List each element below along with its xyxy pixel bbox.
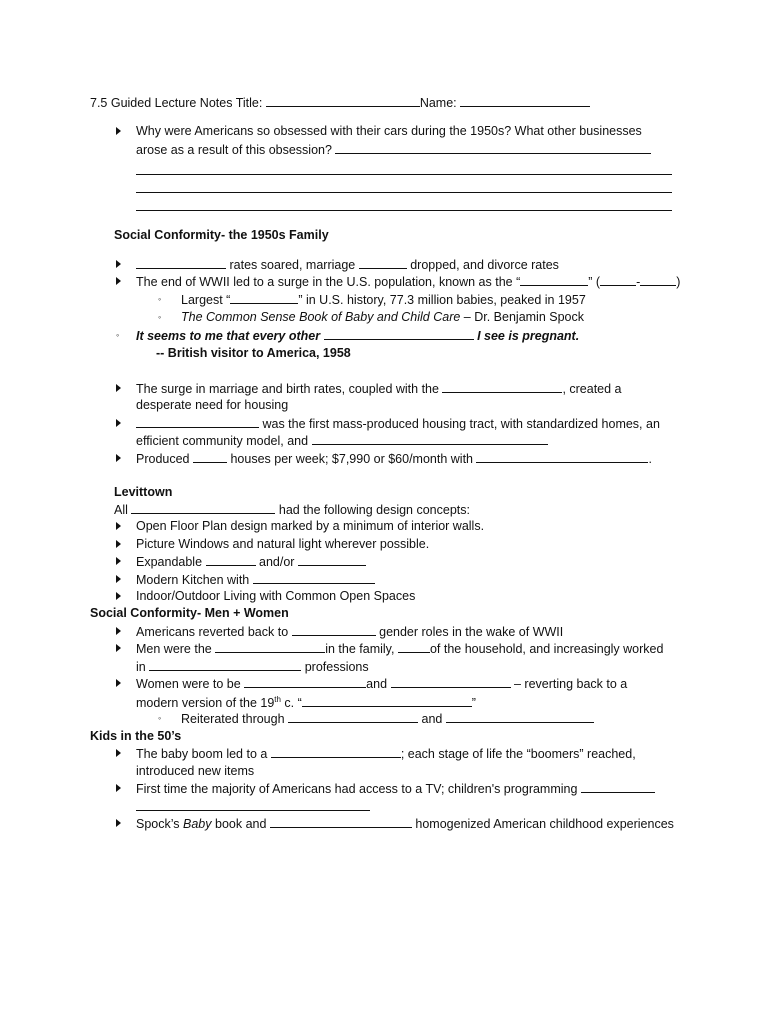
- text: gender roles in the wake of WWII: [379, 625, 564, 639]
- header-line: [90, 94, 590, 111]
- text: was the first mass-produced housing tract, with standardized homes, an: [262, 417, 660, 431]
- blank[interactable]: [391, 675, 511, 688]
- title-label: 7.5 Guided Lecture Notes Title:: [90, 96, 263, 110]
- triangle-bullet-icon: [116, 260, 121, 268]
- family-sub-1: [181, 291, 586, 308]
- blank[interactable]: [359, 256, 407, 269]
- q1-line1: Why were Americans so obsessed with their cars during the 1950s? What other businesses: [136, 124, 642, 138]
- text: and/or: [259, 555, 295, 569]
- blank[interactable]: [324, 327, 474, 340]
- blank[interactable]: [149, 658, 301, 671]
- mw-sub-1: [181, 710, 594, 727]
- text: , created a: [562, 382, 622, 396]
- family-bullet-4: [136, 415, 660, 432]
- triangle-bullet-icon: [116, 592, 121, 600]
- blank[interactable]: [136, 415, 259, 428]
- text: c. “: [280, 696, 302, 711]
- blank[interactable]: [270, 815, 412, 828]
- family-bullet-4b: [136, 432, 548, 449]
- blank[interactable]: [288, 710, 418, 723]
- text: ” (: [588, 275, 601, 289]
- text: Americans reverted back to: [136, 625, 289, 639]
- answer-line[interactable]: [136, 210, 672, 211]
- triangle-bullet-icon: [116, 454, 121, 462]
- triangle-bullet-icon: [116, 627, 121, 635]
- family-bullet-1: [136, 256, 559, 273]
- text: in the family,: [325, 642, 395, 656]
- levittown-intro: [114, 501, 470, 518]
- text: I see is pregnant.: [477, 329, 580, 343]
- text: All: [114, 503, 128, 517]
- triangle-bullet-icon: [116, 784, 121, 792]
- family-bullet-2: [136, 273, 680, 290]
- triangle-bullet-icon: [116, 540, 121, 548]
- family-bullet-5: [136, 450, 652, 467]
- mw-bullet-2b: [136, 658, 369, 675]
- text: .: [648, 452, 652, 466]
- blank[interactable]: [442, 380, 562, 393]
- blank[interactable]: [476, 450, 648, 463]
- q1-line2: [136, 141, 651, 158]
- section-heading-kids: Kids in the 50’s: [90, 729, 182, 743]
- text: First time the majority of Americans had access to a TV; children's programming: [136, 782, 578, 796]
- mw-bullet-3: [136, 675, 627, 692]
- text: The end of WWII led to a surge in the U.S. population, known as the “: [136, 275, 521, 289]
- text: Reiterated through: [181, 712, 285, 726]
- blank[interactable]: [215, 640, 325, 653]
- blank[interactable]: [193, 450, 227, 463]
- family-bullet-3: [136, 380, 622, 397]
- blank[interactable]: [520, 273, 588, 286]
- text: ” in U.S. history, 77.3 million babies, peaked in 1957: [298, 293, 586, 307]
- kids-bullet-2: [136, 780, 655, 797]
- q1-line2-text: arose as a result of this obsession?: [136, 143, 332, 157]
- blank[interactable]: [302, 694, 472, 707]
- levittown-item-5: Indoor/Outdoor Living with Common Open Spaces: [136, 589, 416, 603]
- text: Modern Kitchen with: [136, 573, 250, 587]
- levittown-item-1: Open Floor Plan design marked by a minimum of interior walls.: [136, 519, 485, 533]
- text: Women were to be: [136, 677, 241, 691]
- text: – Dr. Benjamin Spock: [460, 310, 584, 324]
- section-heading-family: Social Conformity- the 1950s Family: [114, 228, 329, 242]
- blank[interactable]: [600, 273, 636, 286]
- text: Largest “: [181, 293, 231, 307]
- blank[interactable]: [581, 780, 655, 793]
- blank[interactable]: [230, 291, 298, 304]
- levittown-item-4: [136, 571, 375, 588]
- blank[interactable]: [292, 623, 376, 636]
- text: Spock’s: [136, 817, 184, 831]
- section-heading-levittown: Levittown: [114, 485, 173, 499]
- kids-bullet-3: [136, 815, 674, 832]
- text: The baby boom led to a: [136, 747, 268, 761]
- answer-line[interactable]: [136, 810, 370, 811]
- name-blank[interactable]: [460, 94, 590, 107]
- triangle-bullet-icon: [116, 749, 121, 757]
- text: had the following design concepts:: [278, 503, 470, 517]
- text: Produced: [136, 452, 190, 466]
- levittown-item-3: [136, 553, 366, 570]
- triangle-bullet-icon: [116, 644, 121, 652]
- triangle-bullet-icon: [116, 679, 121, 687]
- text: dropped, and divorce rates: [410, 258, 559, 272]
- kids-bullet-1b: introduced new items: [136, 764, 255, 778]
- triangle-bullet-icon: [116, 127, 121, 135]
- kids-bullet-1: [136, 745, 636, 762]
- text: Men were the: [136, 642, 212, 656]
- triangle-bullet-icon: [116, 575, 121, 583]
- text: and: [366, 677, 388, 691]
- triangle-bullet-icon: [116, 557, 121, 565]
- text: and: [421, 712, 443, 726]
- blank[interactable]: [640, 273, 676, 286]
- superscript: th: [274, 695, 281, 704]
- blank[interactable]: [206, 553, 256, 566]
- text: – reverting back to a: [514, 677, 628, 691]
- text: houses per week; $7,990 or $60/month with: [230, 452, 473, 466]
- text: book and: [211, 817, 267, 831]
- answer-line[interactable]: [136, 192, 672, 193]
- family-bullet-3b: desperate need for housing: [136, 398, 289, 412]
- section-heading-men-women: Social Conformity- Men + Women: [90, 606, 289, 620]
- sub-bullet-icon: ◦: [116, 330, 120, 340]
- text: rates soared, marriage: [229, 258, 356, 272]
- mw-bullet-3b: [136, 692, 476, 711]
- triangle-bullet-icon: [116, 384, 121, 392]
- text: The surge in marriage and birth rates, coupled with the: [136, 382, 439, 396]
- blank[interactable]: [244, 675, 366, 688]
- sub-bullet-icon: ◦: [158, 312, 162, 322]
- text: ”: [471, 696, 476, 711]
- text: Expandable: [136, 555, 203, 569]
- triangle-bullet-icon: [116, 522, 121, 530]
- quote-attribution: -- British visitor to America, 1958: [156, 346, 351, 360]
- answer-line[interactable]: [136, 174, 672, 175]
- triangle-bullet-icon: [116, 419, 121, 427]
- blank[interactable]: [398, 640, 430, 653]
- sub-bullet-icon: ◦: [158, 713, 162, 723]
- blank[interactable]: [312, 432, 548, 445]
- family-sub-2: [181, 309, 584, 325]
- sub-bullet-icon: ◦: [158, 294, 162, 304]
- blank[interactable]: [136, 256, 226, 269]
- name-label: Name:: [419, 96, 457, 110]
- blank[interactable]: [446, 710, 594, 723]
- text: homogenized American childhood experiences: [415, 817, 674, 831]
- book-title: Baby: [183, 817, 212, 831]
- text: in: [136, 660, 146, 674]
- text: modern version of the 19: [136, 696, 275, 711]
- blank[interactable]: [271, 745, 401, 758]
- text: professions: [304, 660, 369, 674]
- mw-bullet-2: [136, 640, 663, 657]
- blank[interactable]: [131, 501, 275, 514]
- text: ): [676, 275, 681, 289]
- text: It seems to me that every other: [136, 329, 321, 343]
- text: of the household, and increasingly worked: [429, 642, 664, 656]
- triangle-bullet-icon: [116, 277, 121, 285]
- book-title: The Common Sense Book of Baby and Child Care: [181, 310, 461, 324]
- title-blank[interactable]: [266, 94, 420, 107]
- text: -: [636, 275, 641, 289]
- q1-blank[interactable]: [335, 141, 651, 154]
- levittown-item-2: Picture Windows and natural light wherever possible.: [136, 537, 430, 551]
- blank[interactable]: [253, 571, 375, 584]
- triangle-bullet-icon: [116, 819, 121, 827]
- blank[interactable]: [298, 553, 366, 566]
- mw-bullet-1: [136, 623, 563, 640]
- text: efficient community model, and: [136, 434, 309, 448]
- quote-line: [136, 327, 579, 344]
- text: ; each stage of life the “boomers” reached,: [400, 747, 636, 761]
